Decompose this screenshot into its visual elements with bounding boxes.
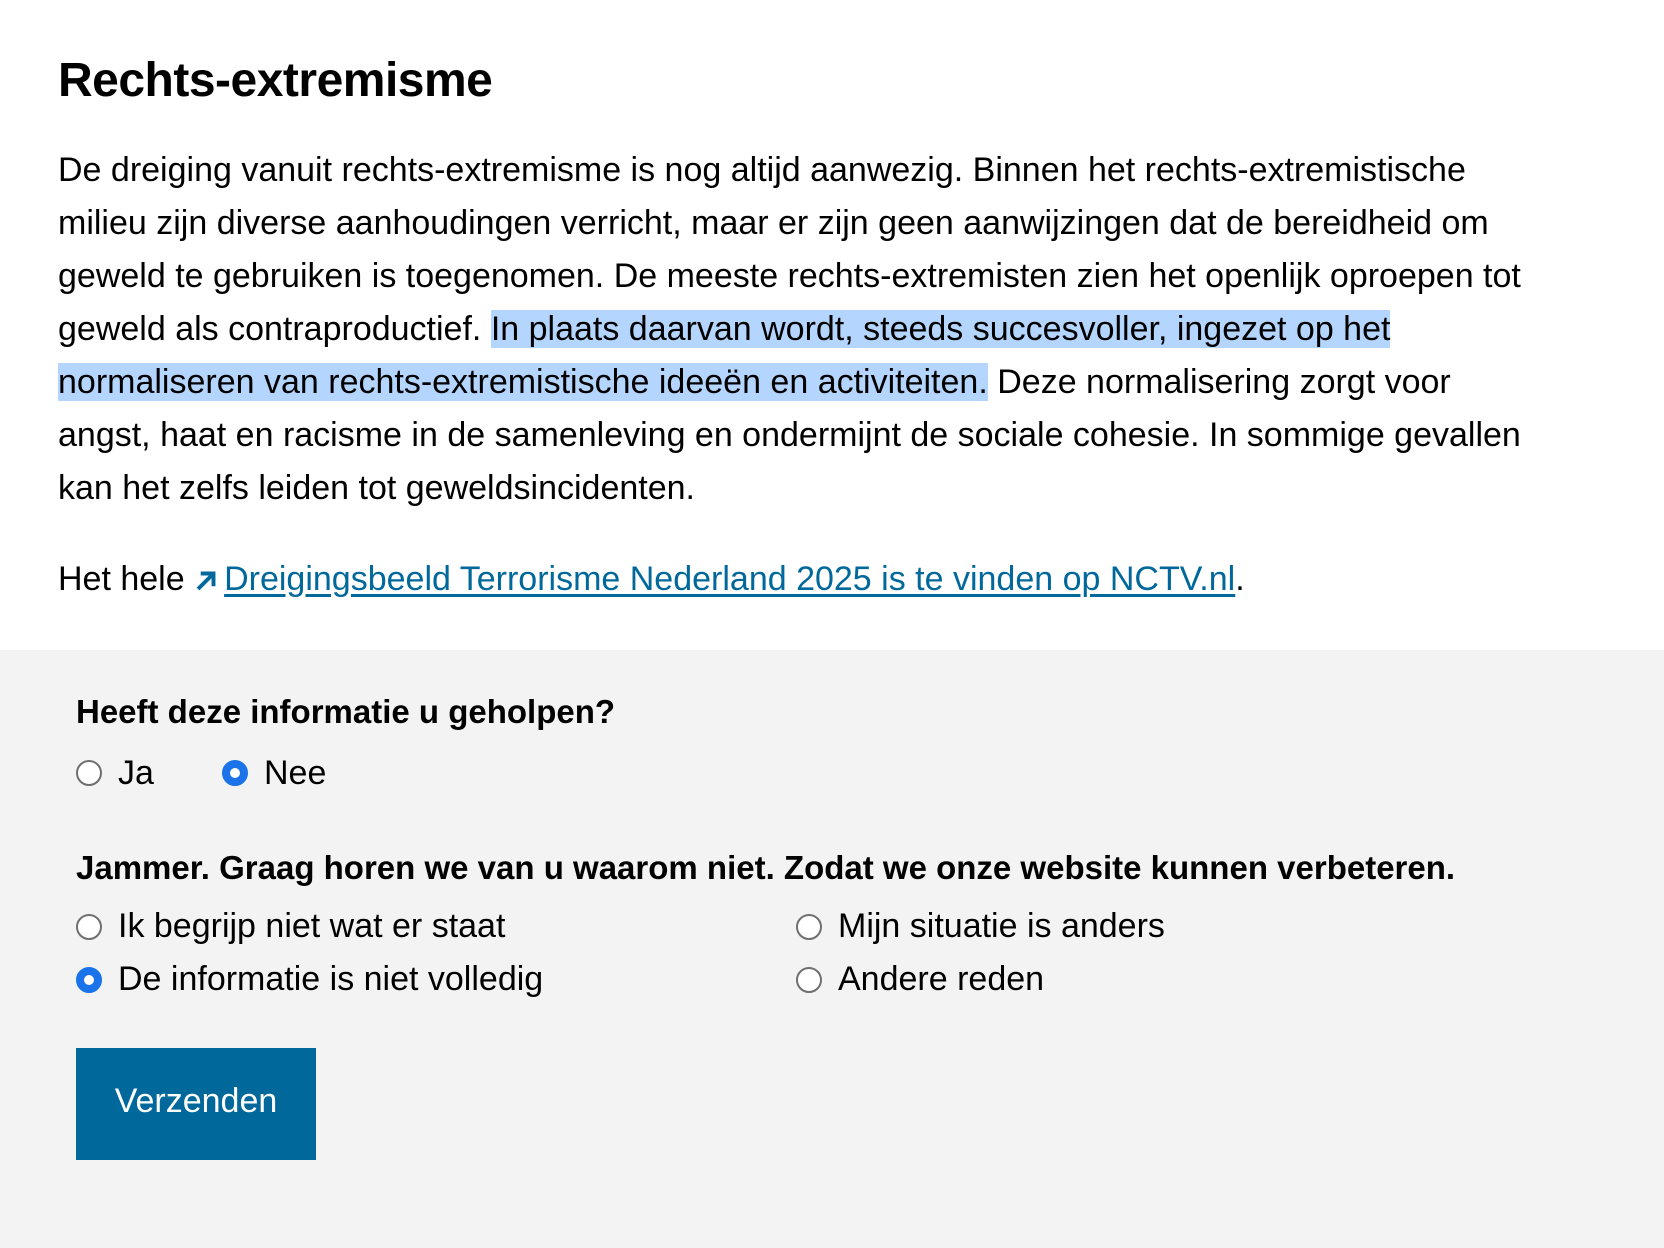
feedback-section xyxy=(0,650,1664,1248)
reason-label: Mijn situatie is anders xyxy=(838,907,1165,945)
radio-nee[interactable] xyxy=(222,760,248,786)
reason-label: Ik begrijp niet wat er staat xyxy=(118,907,506,945)
reason-group xyxy=(76,900,1664,1006)
source-suffix: . xyxy=(1235,559,1245,598)
reason-incomplete[interactable] xyxy=(76,953,796,1006)
paragraph-text-start: De dreiging vanuit rechts-extremisme is nog altijd aanwezig. Binnen het rechts-extremistische milieu zijn diverse aanhoudingen verricht, maar er zijn geen aanwijzingen dat de bereidheid om geweld te gebruiken is toegenomen. De meeste rechts-extremisten zien het openlijk oproepen tot geweld als contraproductief. xyxy=(58,150,1521,348)
radio-ja[interactable] xyxy=(76,760,102,786)
reason-other[interactable] xyxy=(796,953,1516,1006)
radio-reason-other[interactable] xyxy=(796,967,822,993)
reason-situation-different[interactable] xyxy=(796,900,1516,953)
reason-label: De informatie is niet volledig xyxy=(118,960,544,998)
paragraph-text-end: Deze normalisering zorgt voor angst, haat en racisme in de samenleving en ondermijnt de sociale cohesie. In sommige gevallen kan het zelfs leiden tot geweldsincidenten. xyxy=(58,362,1521,507)
submit-button[interactable]: Verzenden xyxy=(76,1048,316,1160)
yes-no-group xyxy=(76,748,1664,798)
reason-not-understood[interactable] xyxy=(76,900,796,953)
radio-reason-not-understood[interactable] xyxy=(76,914,102,940)
highlighted-selection[interactable]: In plaats daarvan wordt, steeds succesvoller, ingezet op het normaliseren van rechts-extremistische ideeën en activiteiten. xyxy=(58,309,1391,401)
reason-label: Andere reden xyxy=(838,960,1045,998)
option-ja[interactable] xyxy=(76,754,222,793)
radio-reason-incomplete[interactable] xyxy=(76,967,102,993)
option-nee[interactable] xyxy=(222,754,326,793)
article-paragraph xyxy=(58,144,1528,515)
option-nee-label: Nee xyxy=(264,753,327,792)
source-prefix: Het hele xyxy=(58,559,195,598)
option-ja-label: Ja xyxy=(118,753,154,792)
feedback-question: Heeft deze informatie u geholpen? xyxy=(76,693,616,730)
external-arrow-icon xyxy=(194,567,220,593)
nctv-external-link[interactable]: Dreigingsbeeld Terrorisme Nederland 2025 is te vinden op NCTV.nl xyxy=(224,559,1236,598)
followup-question: Jammer. Graag horen we van u waarom niet. Zodat we onze website kunnen verbeteren. xyxy=(76,849,1456,886)
page-title: Rechts-extremisme xyxy=(58,54,493,107)
radio-reason-situation-different[interactable] xyxy=(796,914,822,940)
source-line xyxy=(58,553,1592,606)
